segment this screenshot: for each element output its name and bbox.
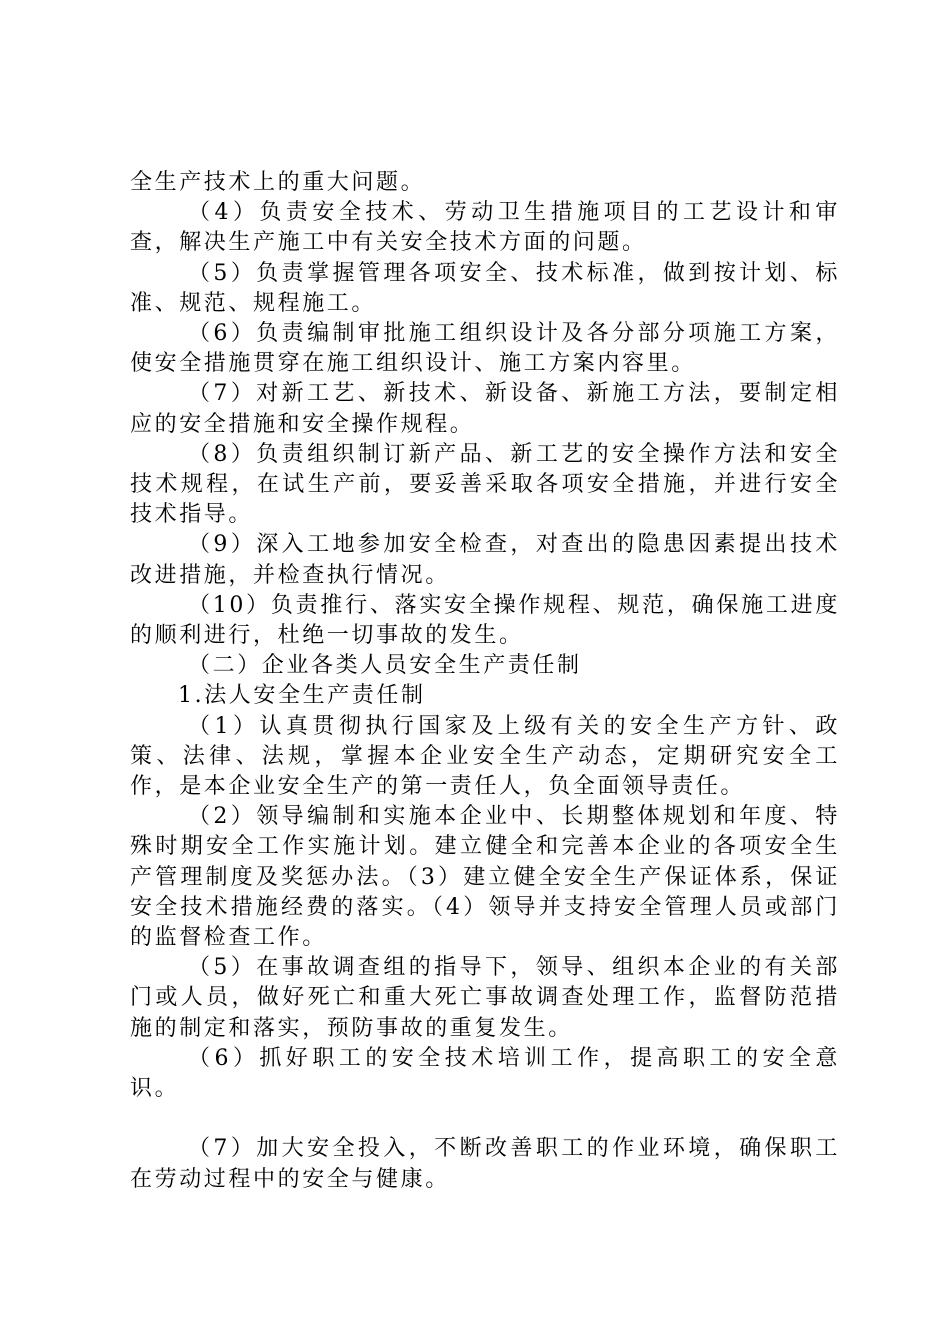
paragraph-item-6: （6）负责编制审批施工组织设计及各分部分项施工方案，使安全措施贯穿在施工组织设计、施工方案内容里。: [130, 321, 840, 377]
document-body: [130, 168, 840, 1195]
paragraph-item-10: （10）负责推行、落实安全操作规程、规范，确保施工进度的顺利进行，杜绝一切事故的发生。: [130, 592, 840, 649]
paragraph-item-9: （9）深入工地参加安全检查，对查出的隐患因素提出技术改进措施，并检查执行情况。: [130, 532, 840, 588]
paragraph-legal-5: （5）在事故调查组的指导下，领导、组织本企业的有关部门或人员，做好死亡和重大死亡事故调查处理工作，监督防范措施的制定和落实，预防事故的重复发生。: [130, 955, 840, 1041]
paragraph-item-8: （8）负责组织制订新产品、新工艺的安全操作方法和安全技术规程，在试生产前，要妥善采取各项安全措施，并进行安全技术指导。: [130, 441, 840, 528]
paragraph-item-7: （7）对新工艺、新技术、新设备、新施工方法，要制定相应的安全措施和安全操作规程。: [130, 381, 840, 437]
paragraph-legal-1: （1）认真贯彻执行国家及上级有关的安全生产方针、政策、法律、法规，掌握本企业安全生产动态，定期研究安全工作，是本企业安全生产的第一责任人，负全面领导责任。: [130, 713, 840, 800]
paragraph-legal-2: （2）领导编制和实施本企业中、长期整体规划和年度、特殊时期安全工作实施计划。建立健全和完善本企业的各项安全生产管理制度及奖惩办法。（3）建立健全安全生产保证体系，保证安全技术措施经费的落实。（4）领导并支持安全管理人员或部门的监督检查工作。: [130, 804, 840, 951]
paragraph-item-5: （5）负责掌握管理各项安全、技术标准，做到按计划、标准、规范、规程施工。: [130, 260, 840, 316]
section-heading: （二）企业各类人员安全生产责任制: [188, 653, 582, 679]
blank-line: [130, 1104, 840, 1134]
subsection-heading: 1.法人安全生产责任制: [178, 683, 426, 709]
paragraph-continuation: 全生产技术上的重大问题。: [130, 170, 426, 195]
paragraph-legal-6: （6）抓好职工的安全技术培训工作，提高职工的安全意识。: [130, 1045, 840, 1102]
paragraph-item-4: （4）负责安全技术、劳动卫生措施项目的工艺设计和审查，解决生产施工中有关安全技术方面的问题。: [130, 200, 840, 256]
paragraph-legal-7: （7）加大安全投入，不断改善职工的作业环境，确保职工在劳动过程中的安全与健康。: [130, 1136, 840, 1192]
